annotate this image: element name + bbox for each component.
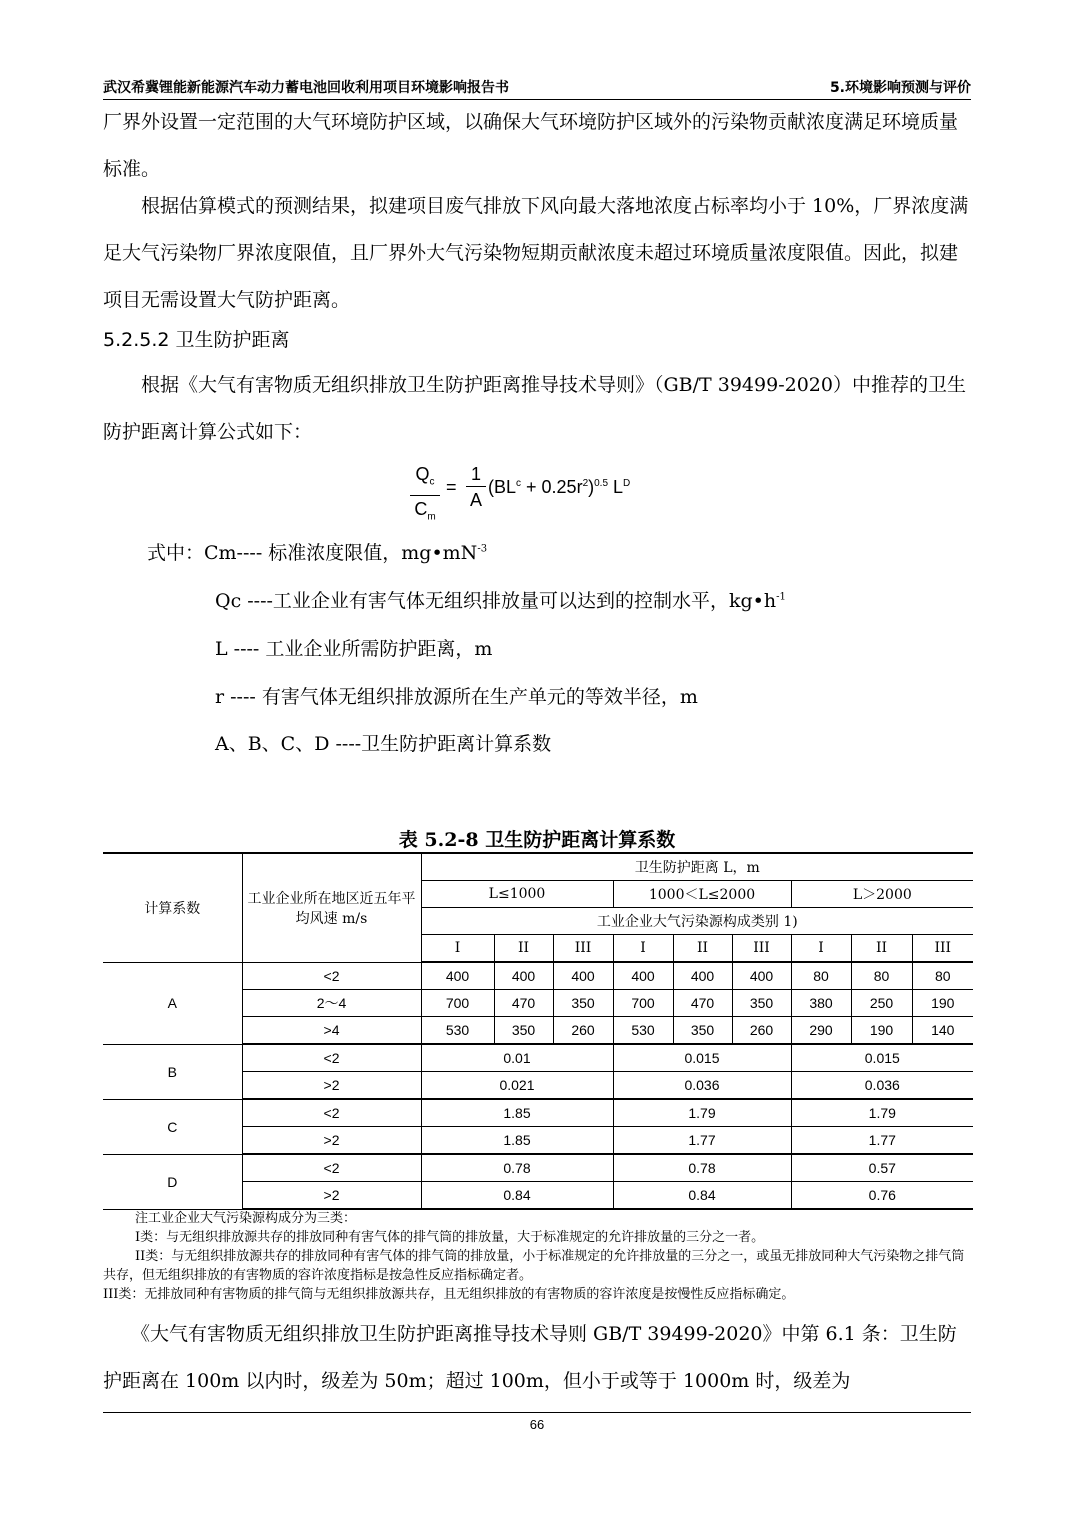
- value-cell: 700: [421, 990, 494, 1017]
- wind-cell: >2: [242, 1182, 421, 1210]
- header-class-2: II: [673, 935, 732, 963]
- formula-lhs-fraction: $\frac{Q_c}{C_m}$: [410, 462, 440, 530]
- value-cell: 1.77: [613, 1127, 791, 1155]
- header-class-3: III: [732, 935, 791, 963]
- value-cell: 350: [494, 1017, 553, 1045]
- header-class-3: III: [553, 935, 613, 963]
- group-label-c: C: [103, 1099, 242, 1154]
- value-cell: 0.78: [421, 1154, 613, 1182]
- coefficient-table: [103, 852, 973, 1210]
- value-cell: 350: [732, 990, 791, 1017]
- page-number: 66: [529, 1417, 545, 1432]
- value-cell: 530: [421, 1017, 494, 1045]
- formula-body: $(BL^c + 0.25r^2)^{0.5}$ $L^D$: [488, 477, 631, 497]
- value-cell: 0.84: [421, 1182, 613, 1210]
- value-cell: 400: [553, 962, 613, 990]
- value-cell: 0.015: [791, 1044, 973, 1072]
- value-cell: 1.85: [421, 1127, 613, 1155]
- value-cell: 250: [851, 990, 912, 1017]
- definition-r: r ---- 有害气体无组织排放源所在生产单元的等效半径，m: [215, 686, 698, 708]
- value-cell: 470: [673, 990, 732, 1017]
- header-class-1: I: [421, 935, 494, 963]
- value-cell: 380: [791, 990, 851, 1017]
- value-cell: 470: [494, 990, 553, 1017]
- header-class-3: III: [912, 935, 973, 963]
- value-cell: 400: [732, 962, 791, 990]
- header-class-1: I: [791, 935, 851, 963]
- value-cell: 0.76: [791, 1182, 973, 1210]
- table-row: [103, 1154, 973, 1182]
- value-cell: 700: [613, 990, 673, 1017]
- table-row: [103, 1099, 973, 1127]
- value-cell: 1.79: [613, 1099, 791, 1127]
- note-line: III类：无排放同种有害物质的排气筒与无组织排放源共存，且无组织排放的有害物质的容许浓度是按慢性反应指标确定。: [103, 1287, 795, 1302]
- header-wind: 工业企业所在地区近五年平均风速 m/s: [242, 853, 421, 962]
- value-cell: 290: [791, 1017, 851, 1045]
- note-line: I类：与无组织排放源共存的排放同种有害气体的排气筒的排放量，大于标准规定的允许排放量的三分之一者。: [135, 1230, 765, 1245]
- header-category: 工业企业大气污染源构成类别 1): [421, 908, 973, 935]
- value-cell: 350: [553, 990, 613, 1017]
- value-cell: 260: [553, 1017, 613, 1045]
- value-cell: 140: [912, 1017, 973, 1045]
- value-cell: 530: [613, 1017, 673, 1045]
- wind-cell: <2: [242, 962, 421, 990]
- table-notes: [103, 1209, 973, 1304]
- note-line: 注工业企业大气污染源构成分为三类：: [135, 1211, 357, 1226]
- page-header: [103, 77, 971, 100]
- value-cell: 400: [613, 962, 673, 990]
- wind-cell: >4: [242, 1017, 421, 1045]
- header-coef: 计算系数: [103, 853, 242, 962]
- wind-cell: <2: [242, 1154, 421, 1182]
- value-cell: 1.85: [421, 1099, 613, 1127]
- note-line: II类：与无组织排放源共存的排放同种有害气体的排气筒的排放量，小于标准规定的允许排放量的三分之一，或虽无排放同种大气污染物之排气筒共存，但无组织排放的有害物质的容许浓度指标是按急性反应指标确定者。: [103, 1249, 965, 1283]
- value-cell: 0.021: [421, 1072, 613, 1100]
- value-cell: 80: [791, 962, 851, 990]
- value-cell: 350: [673, 1017, 732, 1045]
- wind-cell: >2: [242, 1127, 421, 1155]
- definition-abcd: A、B、C、D ----卫生防护距离计算系数: [215, 733, 552, 755]
- header-range-3: L＞2000: [791, 881, 973, 908]
- value-cell: 0.036: [613, 1072, 791, 1100]
- value-cell: 400: [494, 962, 553, 990]
- value-cell: 400: [673, 962, 732, 990]
- group-label-d: D: [103, 1154, 242, 1209]
- formula-rhs-fraction: $\frac{1}{A}$: [466, 462, 486, 513]
- header-class-1: I: [613, 935, 673, 963]
- value-cell: 260: [732, 1017, 791, 1045]
- definition-cm: 式中：Cm---- 标准浓度限值，$mg•mN^{-3}$: [147, 542, 488, 564]
- header-range-1: L≤1000: [421, 881, 613, 908]
- header-chapter-title: 5.环境影响预测与评价: [829, 80, 971, 96]
- table-row: [103, 962, 973, 990]
- value-cell: 0.015: [613, 1044, 791, 1072]
- value-cell: 0.57: [791, 1154, 973, 1182]
- table-caption: 表 5.2-8 卫生防护距离计算系数: [398, 829, 676, 851]
- header-range-2: 1000＜L≤2000: [613, 881, 791, 908]
- value-cell: 0.84: [613, 1182, 791, 1210]
- header-distance: 卫生防护距离 L，m: [421, 853, 973, 881]
- definition-l: L ---- 工业企业所需防护距离，m: [215, 638, 493, 660]
- value-cell: 190: [851, 1017, 912, 1045]
- wind-cell: <2: [242, 1099, 421, 1127]
- paragraph-1: 厂界外设置一定范围的大气环境防护区域，以确保大气环境防护区域外的污染物贡献浓度满足环境质量标准。: [103, 111, 959, 180]
- value-cell: 1.79: [791, 1099, 973, 1127]
- value-cell: 80: [851, 962, 912, 990]
- page-footer: [103, 1412, 971, 1432]
- value-cell: 0.01: [421, 1044, 613, 1072]
- value-cell: 80: [912, 962, 973, 990]
- value-cell: 400: [421, 962, 494, 990]
- value-cell: 0.036: [791, 1072, 973, 1100]
- header-class-2: II: [851, 935, 912, 963]
- group-label-b: B: [103, 1044, 242, 1099]
- paragraph-2: 根据估算模式的预测结果，拟建项目废气排放下风向最大落地浓度占标率均小于 10%，厂界浓度满足大气污染物厂界浓度限值，且厂界外大气污染物短期贡献浓度未超过环境质量浓度限值。因此，拟建项目无需设置大气防护距离。: [103, 195, 969, 311]
- value-cell: 190: [912, 990, 973, 1017]
- intro-paragraph: 根据《大气有害物质无组织排放卫生防护距离推导技术导则》（GB/T 39499-2020）中推荐的卫生防护距离计算公式如下：: [103, 374, 966, 443]
- header-report-title: 武汉希冀锂能新能源汽车动力蓄电池回收利用项目环境影响报告书: [103, 80, 509, 96]
- formula-equals: =: [446, 477, 457, 497]
- header-class-2: II: [494, 935, 553, 963]
- wind-cell: 2～4: [242, 990, 421, 1017]
- group-label-a: A: [103, 962, 242, 1044]
- value-cell: 1.77: [791, 1127, 973, 1155]
- definition-qc: Qc ----工业企业有害气体无组织排放量可以达到的控制水平，$kg•h^{-1}$: [215, 590, 786, 612]
- wind-cell: <2: [242, 1044, 421, 1072]
- wind-cell: >2: [242, 1072, 421, 1100]
- section-heading: 5.2.5.2 卫生防护距离: [103, 329, 290, 351]
- closing-paragraph: 《大气有害物质无组织排放卫生防护距离推导技术导则 GB/T 39499-2020》中第 6.1 条：卫生防护距离在 100m 以内时，级差为 50m；超过 100m，但小于或等于 1000m 时，级差为: [103, 1323, 957, 1392]
- table-row: [103, 1044, 973, 1072]
- formula: [410, 462, 680, 526]
- value-cell: 0.78: [613, 1154, 791, 1182]
